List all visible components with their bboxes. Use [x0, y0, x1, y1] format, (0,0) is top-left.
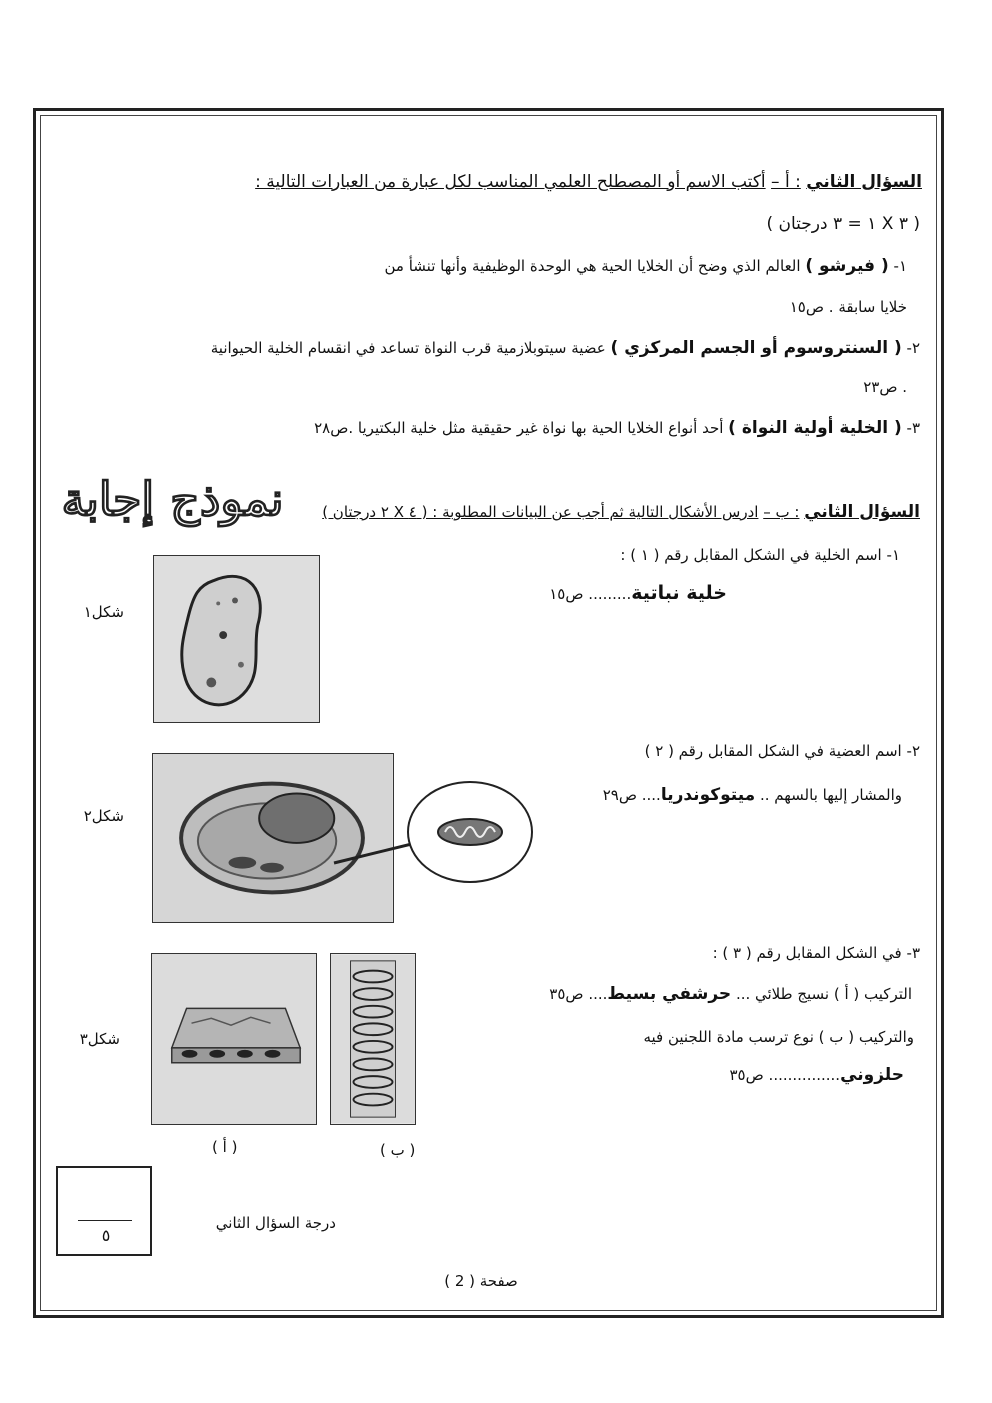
q2-ref: ص٢٩	[602, 786, 637, 804]
part-a-item-1	[385, 256, 908, 276]
q1-question	[620, 546, 900, 564]
q2-text: اسم العضية في الشكل المقابل رقم ( ٢ )	[644, 742, 902, 760]
score-value: ٥	[101, 1226, 111, 1245]
item-text: عضية سيتوبلازمية قرب النواة تساعد في انقسام الخلية الحيوانية	[210, 339, 606, 357]
plant-cell-drawing	[154, 556, 319, 722]
q3-question	[713, 944, 920, 962]
part-b-heading: السؤال الثاني	[804, 502, 920, 522]
figure-3-label: شكل٣	[79, 1030, 120, 1048]
q3-text: في الشكل المقابل رقم ( ٣ ) :	[712, 944, 902, 962]
q2-question	[645, 742, 920, 760]
q2-number: ٢-	[906, 742, 920, 760]
q3-answer-b: حلزوني	[840, 1065, 904, 1085]
score-line	[78, 1220, 132, 1221]
item-answer: ( الخلية أولية النواة )	[728, 418, 902, 438]
score-box	[56, 1166, 152, 1256]
q2-answer: ميتوكوندريا	[660, 785, 756, 805]
figure-3a-epithelium	[151, 953, 317, 1125]
q3-answer-a: حرشفي بسيط	[607, 984, 732, 1004]
part-b-label: : ب –	[763, 503, 800, 521]
score-label: درجة السؤال الثاني	[215, 1214, 336, 1232]
part-a-label: : أ –	[771, 172, 801, 192]
q3-answer-b-line: حلزوني............... ص٣٥	[729, 1065, 904, 1085]
answer-key-stamp: نموذج إجابة	[61, 472, 284, 526]
q1-answer-line: خلية نباتية......... ص١٥	[549, 582, 727, 604]
q1-answer: خلية نباتية	[631, 582, 727, 604]
mitochondrion-callout	[330, 780, 535, 890]
part-a-item-2	[211, 338, 920, 358]
figure-3b-label: ( ب )	[380, 1141, 416, 1159]
q2-prefix: والمشار إليها بالسهم ..	[759, 786, 902, 804]
figure-1-label: شكل١	[83, 603, 124, 621]
epithelium-drawing	[152, 954, 316, 1124]
part-a-instruction: أكتب الاسم أو المصطلح العلمي المناسب لكل عبارة من العبارات التالية :	[255, 172, 766, 192]
figure-1-plant-cell	[153, 555, 320, 723]
spiral-vessel-drawing	[331, 954, 415, 1124]
item-answer: ( فيرشو )	[805, 256, 889, 276]
q3-ref-b: ص٣٥	[729, 1066, 764, 1084]
q3-prefix-a: التركيب ( أ ) نسيج طلائي ...	[735, 985, 912, 1003]
part-a-item-2-cont: . ص٢٣	[863, 378, 907, 396]
part-a-item-1-cont: خلايا سابقة . ص١٥	[789, 298, 907, 316]
q1-ref: ص١٥	[549, 585, 584, 603]
part-a-heading: السؤال الثاني	[806, 172, 922, 192]
item-number: ١-	[893, 257, 907, 275]
part-b-header	[322, 502, 920, 522]
q1-number: ١-	[886, 546, 900, 564]
page-number: صفحة ( 2 )	[444, 1272, 518, 1290]
part-b-instruction: ادرس الأشكال التالية ثم أجب عن البيانات المطلوبة : ( ٤ X ٢ درجتان )	[322, 503, 759, 521]
item-number: ٣-	[906, 419, 920, 437]
q3-ref-a: ص٣٥	[549, 985, 584, 1003]
q1-text: اسم الخلية في الشكل المقابل رقم ( ١ ) :	[620, 546, 882, 564]
figure-2-label: شكل٢	[83, 807, 124, 825]
item-text: العالم الذي وضح أن الخلايا الحية هي الوحدة الوظيفية وأنها تنشأ من	[384, 257, 801, 275]
part-a-header	[255, 172, 922, 192]
q3-line-b: والتركيب ( ب ) نوع ترسب مادة اللجنين فيه	[643, 1028, 914, 1046]
item-answer: ( السنتروسوم أو الجسم المركزي )	[610, 338, 902, 358]
figure-3a-label: ( أ )	[212, 1138, 238, 1156]
part-a-item-3	[314, 418, 920, 438]
q2-answer-line: والمشار إليها بالسهم .. ميتوكوندريا.... ص٢٩	[602, 785, 902, 805]
item-number: ٢-	[906, 339, 920, 357]
figure-3b-spiral-vessel	[330, 953, 416, 1125]
q3-number: ٣-	[906, 944, 920, 962]
part-a-marks: ( ٣ X ١ = ٣ درجتان )	[766, 214, 920, 234]
item-text: أحد أنواع الخلايا الحية بها نواة غير حقيقية مثل خلية البكتيريا .ص٢٨	[314, 419, 724, 437]
q3-answer-a-line: التركيب ( أ ) نسيج طلائي ... حرشفي بسيط.... ص٣٥	[549, 984, 912, 1004]
